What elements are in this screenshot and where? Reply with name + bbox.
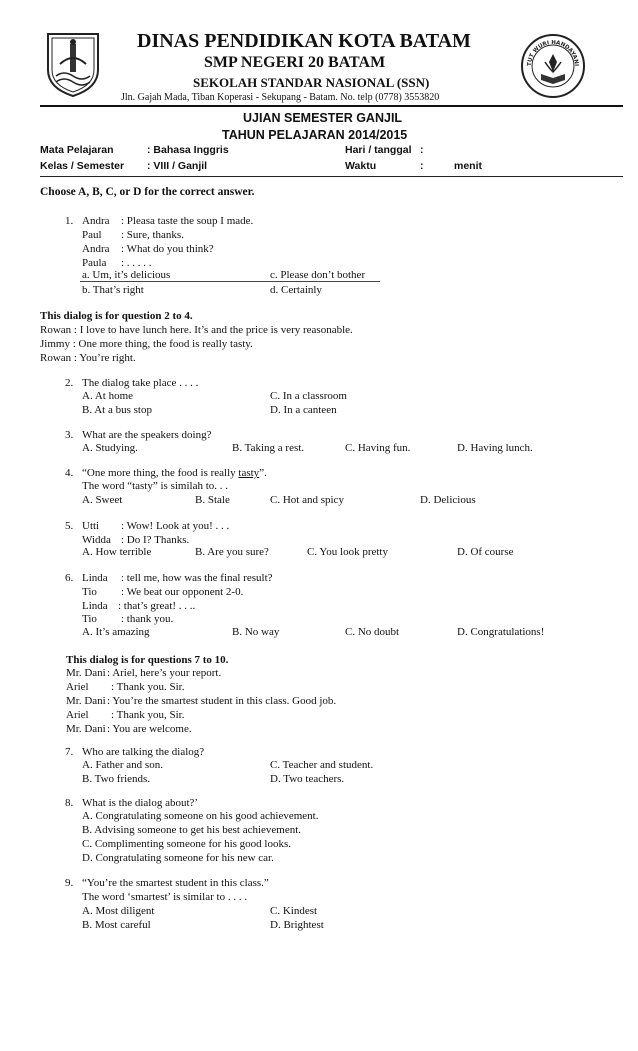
option-c[interactable]: C. Kindest — [270, 905, 318, 917]
dialog-line: Jimmy : One more thing, the food is really tasty. — [40, 338, 253, 350]
dialog-line: Rowan : I love to have lunch here. It’s and the price is very reasonable. — [40, 324, 353, 336]
option-a[interactable]: A. Sweet — [82, 494, 123, 506]
speaker: Andra — [82, 215, 110, 227]
question-number: 8. — [65, 797, 74, 809]
option-c[interactable]: C. No doubt — [345, 626, 400, 638]
option-c[interactable]: C. Having fun. — [345, 442, 411, 454]
option-b[interactable]: B. Two friends. — [82, 773, 151, 785]
dialog-line: : Ariel, here’s your report. — [107, 667, 222, 679]
dialog-line: : What do you think? — [121, 243, 214, 255]
option-a[interactable]: A. How terrible — [82, 546, 152, 558]
option-c[interactable]: C. You look pretty — [307, 546, 388, 558]
dialog-line: : . . . . . — [121, 257, 152, 269]
exam-title: UJIAN SEMESTER GANJIL — [243, 111, 403, 125]
time-label: Waktu — [345, 160, 377, 172]
stem-text: “One more thing, the food is really — [82, 467, 239, 479]
school-status: SEKOLAH STANDAR NASIONAL (SSN) — [193, 75, 430, 90]
speaker: Tio — [82, 586, 97, 598]
question-stem: “You’re the smartest student in this class.” — [82, 877, 269, 889]
question-number: 3. — [65, 429, 74, 441]
dialog-line: Rowan : You’re right. — [40, 352, 136, 364]
underlined-word: tasty — [238, 467, 260, 479]
question-number: 6. — [65, 572, 74, 584]
question-stem: Who are talking the dialog? — [82, 746, 205, 758]
dialog-line: : You’re the smartest student in this class. Good job. — [107, 695, 337, 707]
meta-rule — [40, 176, 623, 177]
agency-title: DINAS PENDIDIKAN KOTA BATAM — [137, 30, 471, 52]
time-colon: : — [420, 160, 424, 172]
question-number: 1. — [65, 215, 74, 227]
option-a[interactable]: A. Father and son. — [82, 759, 163, 771]
speaker: Paul — [82, 229, 102, 241]
option-c[interactable]: C. Hot and spicy — [270, 494, 344, 506]
question-stem: What is the dialog about?’ — [82, 797, 199, 809]
option-a[interactable]: A. It’s amazing — [82, 626, 150, 638]
option-b[interactable]: b. That’s right — [82, 284, 144, 296]
dialog-line: : thank you. — [121, 613, 174, 625]
svg-text:TUT WURI HANDAYANI: TUT WURI HANDAYANI — [526, 39, 580, 67]
option-c[interactable]: C. Teacher and student. — [270, 759, 374, 771]
speaker: Paula — [82, 257, 107, 269]
dialog-line: : that’s great! . . .. — [118, 600, 196, 612]
option-c[interactable]: C. In a classroom — [270, 390, 347, 402]
class-label: Kelas / Semester — [40, 160, 125, 172]
speaker: Widda — [82, 534, 111, 546]
option-d[interactable]: d. Certainly — [270, 284, 322, 296]
option-a[interactable]: A. Studying. — [82, 442, 138, 454]
batam-city-emblem-icon — [42, 30, 104, 98]
exam-year: TAHUN PELAJARAN 2014/2015 — [222, 128, 408, 142]
option-d[interactable]: D. Delicious — [420, 494, 476, 506]
stem-text: ”. — [259, 467, 267, 479]
dialog-line: : Thank you, Sir. — [111, 709, 185, 721]
speaker: Utti — [82, 520, 100, 532]
day-label: Hari / tanggal — [345, 144, 412, 156]
dialog-line: : Do I? Thanks. — [121, 534, 190, 546]
dialog-line: : tell me, how was the final result? — [121, 572, 273, 584]
option-b[interactable]: B. Taking a rest. — [232, 442, 305, 454]
option-b[interactable]: B. No way — [232, 626, 280, 638]
speaker: Mr. Dani — [66, 723, 106, 735]
option-d[interactable]: D. In a canteen — [270, 404, 337, 416]
question-stem: What are the speakers doing? — [82, 429, 212, 441]
option-d[interactable]: D. Of course — [457, 546, 514, 558]
class-value: : VIII / Ganjil — [147, 160, 208, 172]
option-d[interactable]: D. Two teachers. — [270, 773, 345, 785]
question-number: 4. — [65, 467, 74, 479]
dialog-line: : We beat our opponent 2-0. — [121, 586, 244, 598]
option-a[interactable]: A. Congratulating someone on his good achievement. — [82, 810, 319, 822]
question-stem-2: The word ‘smartest’ is similar to . . . . — [82, 891, 248, 903]
speaker: Mr. Dani — [66, 695, 106, 707]
speaker: Mr. Dani — [66, 667, 106, 679]
option-d[interactable]: D. Brightest — [270, 919, 324, 931]
option-b[interactable]: B. Most careful — [82, 919, 151, 931]
option-a[interactable]: a. Um, it’s delicious — [82, 269, 171, 281]
question-stem — [82, 468, 267, 479]
dialog-line: : Pleasa taste the soup I made. — [121, 215, 254, 227]
day-value: : — [420, 144, 424, 156]
question-number: 5. — [65, 520, 74, 532]
dialog-line: : Thank you. Sir. — [111, 681, 185, 693]
option-d[interactable]: D. Congratulations! — [457, 626, 545, 638]
tut-wuri-handayani-emblem-icon — [519, 32, 587, 100]
option-a[interactable]: A. Most diligent — [82, 905, 155, 917]
question-stem: The dialog take place . . . . — [82, 377, 199, 389]
subject-value: : Bahasa Inggris — [147, 144, 229, 156]
dialog-line: : Wow! Look at you! . . . — [121, 520, 230, 532]
header-rule — [40, 105, 623, 107]
dialog-heading: This dialog is for questions 7 to 10. — [66, 654, 229, 666]
option-b[interactable]: B. Are you sure? — [195, 546, 269, 558]
option-b[interactable]: B. Advising someone to get his best achievement. — [82, 824, 302, 836]
speaker: Tio — [82, 613, 97, 625]
question-number: 7. — [65, 746, 74, 758]
speaker: Andra — [82, 243, 110, 255]
option-b[interactable]: B. Stale — [195, 494, 230, 506]
instruction: Choose A, B, C, or D for the correct answer. — [40, 186, 255, 198]
option-a[interactable]: A. At home — [82, 390, 134, 402]
dialog-line: : Sure, thanks. — [121, 229, 184, 241]
subject-label: Mata Pelajaran — [40, 144, 114, 156]
option-b[interactable]: B. At a bus stop — [82, 404, 152, 416]
question-number: 2. — [65, 377, 74, 389]
school-address: Jln. Gajah Mada, Tiban Koperasi - Sekupang - Batam. No. telp (0778) 3553820 — [121, 92, 440, 103]
time-unit: menit — [454, 160, 483, 172]
speaker: Ariel — [66, 709, 89, 721]
option-c[interactable]: C. Complimenting someone for his good looks. — [82, 838, 291, 850]
option-c[interactable]: c. Please don’t bother — [270, 269, 366, 281]
speaker: Linda — [82, 600, 108, 612]
speaker: Ariel — [66, 681, 89, 693]
question-number: 9. — [65, 877, 74, 889]
option-d[interactable]: D. Having lunch. — [457, 442, 533, 454]
option-d[interactable]: D. Congratulating someone for his new car. — [82, 852, 274, 864]
dialog-heading: This dialog is for question 2 to 4. — [40, 310, 193, 322]
question-stem-2: The word “tasty” is similah to. . . — [82, 480, 229, 492]
option-divider — [80, 281, 380, 282]
school-name: SMP NEGERI 20 BATAM — [204, 54, 386, 71]
dialog-line: : You are welcome. — [107, 723, 192, 735]
speaker: Linda — [82, 572, 108, 584]
